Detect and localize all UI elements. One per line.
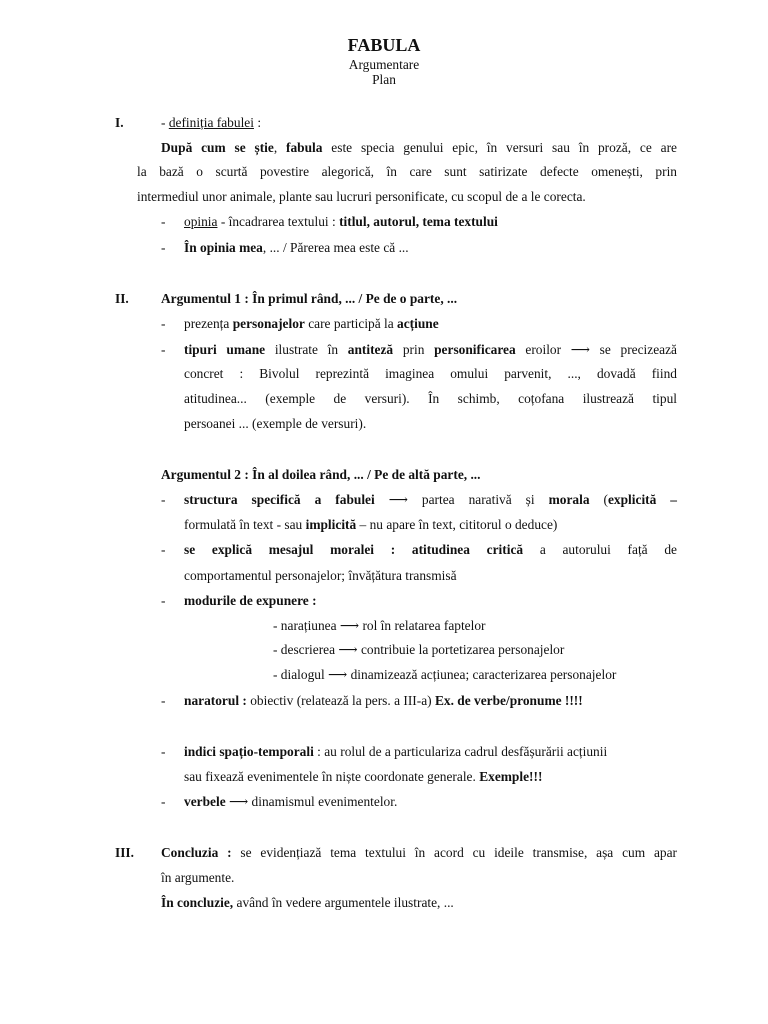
exposition-modes-item: modurile de expunere : — [184, 593, 317, 608]
opinion-framing-item: opinia - încadrarea textului : titlul, autorul, tema textului — [184, 214, 498, 229]
bullet-dash: - — [161, 316, 166, 331]
conclusion-phrase: În concluzie, având în vedere argumentele ilustrate, ... — [161, 895, 454, 910]
definition-line-3: intermediul unor animale, plante sau lucruri personificate, cu scopul de a le corecta. — [137, 189, 586, 204]
bullet-dash: - — [161, 214, 166, 229]
bullet-dash: - — [161, 492, 166, 507]
document-header — [0, 34, 768, 87]
conclusion-line-2: în argumente. — [161, 870, 235, 885]
document-subtitle-plan: Plan — [372, 72, 396, 87]
argument-1-heading: Argumentul 1 : În primul rând, ... / Pe de o parte, ... — [161, 291, 458, 306]
section-number-1: I. — [115, 115, 124, 130]
human-types-line-4: persoanei ... (exemple de versuri). — [184, 416, 367, 431]
moral-message-line-1: se explică mesajul moralei : atitudinea critică a autorului față de — [184, 542, 677, 557]
narrator-item: naratorul : obiectiv (relatează la pers. a III-a) Ex. de verbe/pronume !!!! — [184, 693, 583, 708]
moral-message-line-2: comportamentul personajelor; învățătura transmisă — [184, 568, 457, 583]
human-types-line-2: concret : Bivolul reprezintă imaginea omului parvenit, ..., dovadă fiind — [184, 366, 677, 381]
bullet-dash: - — [161, 593, 166, 608]
spatio-temporal-line-1: indici spațio-temporali : au rolul de a particulariza cadrul desfășurării acțiunii — [184, 744, 608, 759]
conclusion-line-1: Concluzia : se evidențiază tema textului în acord cu ideile transmise, așa cum apar — [161, 845, 677, 860]
bullet-dash: - — [161, 693, 166, 708]
document-title: FABULA — [347, 35, 421, 55]
section-number-3: III. — [115, 845, 134, 860]
characters-item: prezența personajelor care participă la acțiune — [184, 316, 439, 331]
verbs-item: verbele ⟶ dinamismul evenimentelor. — [184, 794, 398, 809]
exposition-mode-narration: - narațiunea ⟶ rol în relatarea faptelor — [273, 618, 486, 633]
structure-line-2: formulată în text - sau implicită – nu apare în text, cititorul o deduce) — [184, 517, 558, 532]
human-types-line-1: tipuri umane ilustrate în antiteză prin personificarea eroilor ⟶ se precizează — [184, 342, 677, 357]
spatio-temporal-line-2: sau fixează evenimentele în niște coordonate generale. Exemple!!! — [184, 769, 543, 784]
bullet-dash: - — [161, 342, 166, 357]
bullet-dash: - — [161, 744, 166, 759]
structure-line-1: structura specifică a fabulei ⟶ partea narativă și morala (explicită – — [184, 492, 677, 507]
definition-heading: - definiția fabulei : — [161, 115, 262, 130]
human-types-line-3: atitudinea... (exemple de versuri). În schimb, coțofana ilustrează tipul — [184, 391, 677, 406]
bullet-dash: - — [161, 542, 166, 557]
definition-line-2: la bază o scurtă povestire alegorică, în care sunt satirizate defecte omenești, prin — [137, 164, 677, 179]
argument-2-heading: Argumentul 2 : În al doilea rând, ... / Pe de altă parte, ... — [161, 467, 481, 482]
opinion-item: În opinia mea, ... / Părerea mea este că ... — [184, 240, 409, 255]
document-subtitle: Argumentare — [348, 57, 420, 72]
bullet-dash: - — [161, 240, 166, 255]
definition-line-1: După cum se știe, fabula este specia genului epic, în versuri sau în proză, ce are — [161, 140, 677, 155]
section-number-2: II. — [115, 291, 129, 306]
exposition-mode-dialogue: - dialogul ⟶ dinamizează acțiunea; caracterizarea personajelor — [273, 667, 617, 682]
bullet-dash: - — [161, 794, 166, 809]
exposition-mode-description: - descrierea ⟶ contribuie la portetizarea personajelor — [273, 642, 565, 657]
